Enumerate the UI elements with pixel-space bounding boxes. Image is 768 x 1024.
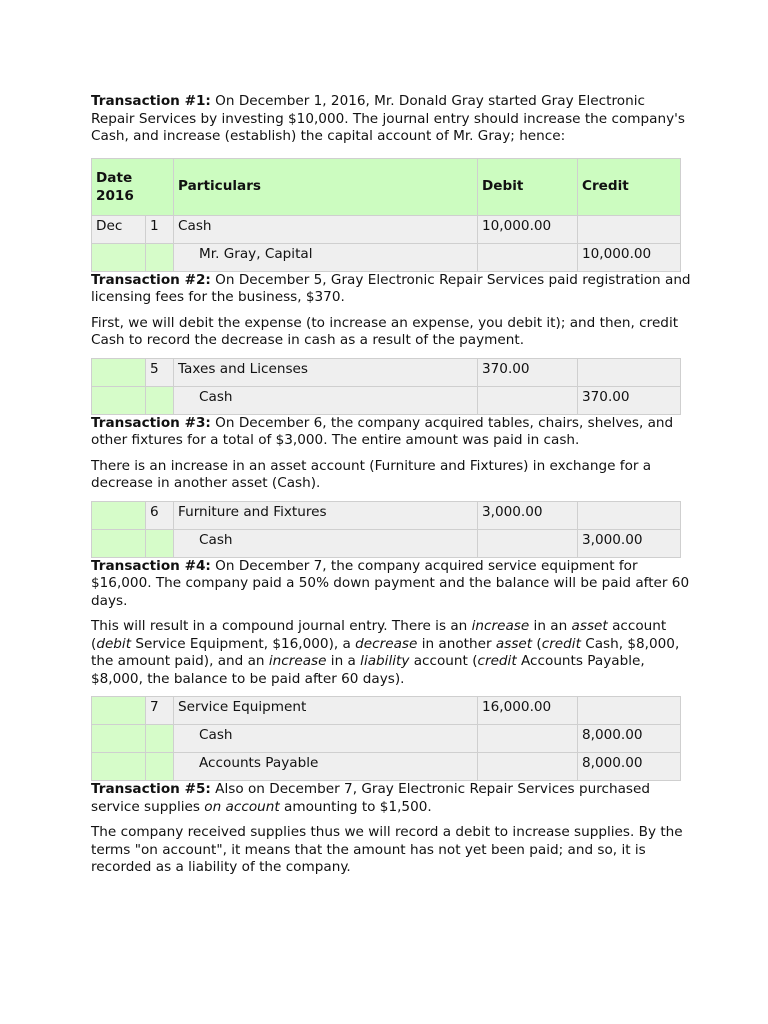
transaction-5-paragraph <box>91 781 691 816</box>
cell-month <box>92 697 146 725</box>
document-page <box>91 93 691 877</box>
transaction-1-label: Transaction #1: <box>91 93 211 109</box>
journal-row <box>92 753 681 781</box>
explain-text: Service Equipment, $16,000), a <box>131 635 356 652</box>
journal-table-4 <box>91 696 681 781</box>
cell-credit <box>578 697 681 725</box>
cell-particular: Cash <box>174 725 478 753</box>
journal-row <box>92 386 681 414</box>
cell-debit <box>478 386 578 414</box>
cell-day: 1 <box>146 215 174 243</box>
journal-row <box>92 215 681 243</box>
explain-emphasis: liability <box>360 653 410 669</box>
explain-text: in a <box>326 653 361 669</box>
cell-day <box>146 725 174 753</box>
cell-month <box>92 529 146 557</box>
journal-row <box>92 725 681 753</box>
cell-debit <box>478 725 578 753</box>
cell-credit: 370.00 <box>578 386 681 414</box>
journal-row <box>92 529 681 557</box>
explain-emphasis: credit <box>477 653 517 669</box>
cell-month <box>92 501 146 529</box>
explain-emphasis: increase <box>471 618 530 634</box>
cell-particular: Taxes and Licenses <box>174 358 478 386</box>
transaction-4-text: On December 7, the company acquired service equipment for $16,000. The company paid a 50% down payment and the balance will be paid after 60 days. <box>91 557 690 609</box>
transaction-5-emphasis: on account <box>204 798 280 815</box>
cell-month: Dec <box>92 215 146 243</box>
cell-credit: 10,000.00 <box>578 243 681 271</box>
cell-particular: Accounts Payable <box>174 753 478 781</box>
transaction-3-paragraph <box>91 415 691 450</box>
journal-row <box>92 358 681 386</box>
transaction-5-label: Transaction #5: <box>91 781 211 797</box>
transaction-1-text: On December 1, 2016, Mr. Donald Gray started Gray Electronic Repair Services by investing $10,000. The journal entry should increase the company's Cash, and increase (establish) the capital account of Mr. Gray; hence: <box>91 93 685 144</box>
cell-credit: 8,000.00 <box>578 725 681 753</box>
cell-debit: 3,000.00 <box>478 501 578 529</box>
journal-header-row <box>92 158 681 215</box>
cell-month <box>92 358 146 386</box>
cell-day: 7 <box>146 697 174 725</box>
explain-emphasis: asset <box>495 635 533 652</box>
transaction-5-explanation: The company received supplies thus we will record a debit to increase supplies. By the terms "on account", it means that the amount has not yet been paid; and so, it is recorded as a liability of the company. <box>91 824 683 875</box>
transaction-2-text: On December 5, Gray Electronic Repair Services paid registration and licensing fees for the business, $370. <box>91 271 691 305</box>
cell-month <box>92 725 146 753</box>
cell-credit <box>578 358 681 386</box>
cell-day <box>146 386 174 414</box>
cell-debit <box>478 243 578 271</box>
header-debit: Debit <box>478 158 578 215</box>
explain-text: Cash, $8,000, the amount paid), and an <box>91 635 680 669</box>
explain-emphasis: debit <box>96 635 132 652</box>
journal-row <box>92 697 681 725</box>
explain-text: ( <box>532 635 542 652</box>
cell-debit <box>478 529 578 557</box>
cell-credit: 8,000.00 <box>578 753 681 781</box>
transaction-3-label: Transaction #3: <box>91 414 211 431</box>
journal-row <box>92 501 681 529</box>
explain-emphasis: decrease <box>355 635 418 652</box>
cell-debit <box>478 753 578 781</box>
explain-emphasis: asset <box>571 618 608 634</box>
cell-credit: 3,000.00 <box>578 529 681 557</box>
cell-month <box>92 753 146 781</box>
transaction-4-label: Transaction #4: <box>91 557 211 574</box>
header-particulars: Particulars <box>174 158 478 215</box>
transaction-2-paragraph <box>91 272 691 307</box>
cell-day: 5 <box>146 358 174 386</box>
cell-debit: 16,000.00 <box>478 697 578 725</box>
cell-debit: 370.00 <box>478 358 578 386</box>
transaction-4-explanation <box>91 618 691 688</box>
cell-particular: Cash <box>174 529 478 557</box>
journal-table-1 <box>91 158 681 272</box>
cell-day <box>146 753 174 781</box>
transaction-4-paragraph <box>91 558 691 611</box>
explain-text: in another <box>417 635 496 652</box>
transaction-2-label: Transaction #2: <box>91 271 211 288</box>
explain-emphasis: increase <box>268 653 327 669</box>
transaction-5-text-end: amounting to $1,500. <box>279 798 432 815</box>
cell-particular: Furniture and Fixtures <box>174 501 478 529</box>
cell-debit: 10,000.00 <box>478 215 578 243</box>
header-date: Date 2016 <box>92 158 174 215</box>
cell-particular: Mr. Gray, Capital <box>174 243 478 271</box>
journal-row <box>92 243 681 271</box>
explain-text: account ( <box>409 653 478 669</box>
cell-day <box>146 529 174 557</box>
explain-text: This will result in a compound journal entry. There is an <box>91 618 472 634</box>
explain-emphasis: credit <box>541 635 581 652</box>
journal-table-3 <box>91 501 681 558</box>
cell-particular: Cash <box>174 215 478 243</box>
explain-text: in an <box>529 618 572 634</box>
cell-particular: Cash <box>174 386 478 414</box>
explain-text: Accounts Payable, $8,000, the balance to be paid after 60 days). <box>91 653 645 687</box>
cell-month <box>92 386 146 414</box>
journal-table-2 <box>91 358 681 415</box>
cell-credit <box>578 501 681 529</box>
explain-text: account ( <box>91 618 667 652</box>
transaction-3-text: On December 6, the company acquired tables, chairs, shelves, and other fixtures for a total of $3,000. The entire amount was paid in cash. <box>91 414 674 448</box>
transaction-5-text: Also on December 7, Gray Electronic Repair Services purchased service supplies <box>91 781 650 815</box>
transaction-3-explanation: There is an increase in an asset account (Furniture and Fixtures) in exchange for a decrease in another asset (Cash). <box>91 457 652 491</box>
header-credit: Credit <box>578 158 681 215</box>
cell-month <box>92 243 146 271</box>
cell-particular: Service Equipment <box>174 697 478 725</box>
cell-day: 6 <box>146 501 174 529</box>
cell-day <box>146 243 174 271</box>
transaction-2-explanation: First, we will debit the expense (to increase an expense, you debit it); and then, credit Cash to record the decrease in cash as a result of the payment. <box>91 314 679 348</box>
transaction-1-paragraph <box>91 93 691 146</box>
cell-credit <box>578 215 681 243</box>
